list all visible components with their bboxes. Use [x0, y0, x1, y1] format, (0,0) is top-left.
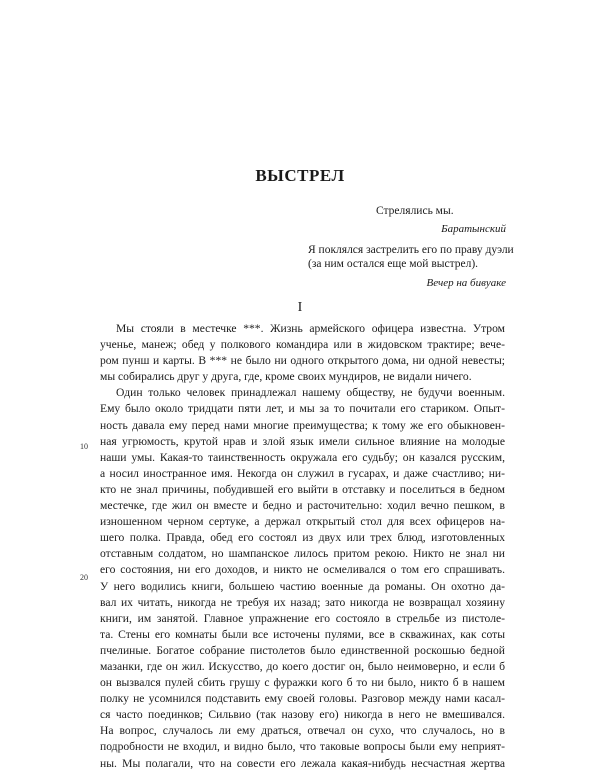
text-line: кто не знал причины, побудившей его выйти в отставку и поселиться в бедном: [100, 482, 505, 496]
text-line: На вопрос, случалось ли ему драться, отвечал он сухо, что случалось, но в: [100, 724, 505, 738]
text-line: наши умы. Какая-то таинственность окружала его судьбу; он казался русским,: [100, 450, 505, 464]
text-line: а носил иностранное имя. Некогда он служил в гусарах, и даже счастливо; ни-: [100, 466, 505, 480]
text-line: вал их читать, никогда не требуя их назад; зато никогда не возвращал хозяину: [100, 595, 505, 609]
text-line: ся часто поединков; Сильвио (так назову его) никогда в него не вмешивался.: [100, 708, 505, 722]
text-line: он вызвался пулей сбить грушу с фуражки кого б то ни было, никто б в нашем: [100, 676, 505, 690]
epigraph-2: [308, 243, 514, 271]
epigraph-1-line: Стрелялись мы.: [376, 205, 454, 217]
text-line: подробности не входил, и видно было, что таковые вопросы были ему неприят-: [100, 740, 505, 754]
text-line: ная угрюмость, крутой нрав и злой язык имели сильное влияние на молодые: [100, 434, 505, 448]
epigraph-2-line: (за ним остался еще мой выстрел).: [308, 258, 479, 270]
text-line: ученье, манеж; обед у полкового командира или в жидовском трактире; вече-: [100, 338, 505, 352]
text-line: мазанки, где он жил. Искусство, до коего достиг он, было неимоверно, и если б: [100, 659, 505, 673]
text-line: ны. Мы полагали, что на совести его лежала какая-нибудь несчастная жертва: [100, 756, 505, 770]
text-line: мы собирались друг у друга, где, кроме своих мундиров, не видали ничего.: [100, 370, 472, 384]
text-line: отставным солдатом, но шампанское лилось притом рекою. Никто не знал ни: [100, 547, 505, 561]
line-number: 20: [80, 573, 88, 582]
text-line: ность давала ему перед нами многие преимущества; к тому же его обыкновен-: [100, 418, 505, 432]
epigraph-2-author: Вечер на бивуаке: [426, 277, 506, 289]
text-line: местечке, где жил он вместе и бедно и расточительно: ходил вечно пешком, в: [100, 499, 505, 513]
text-line: шего полка. Правда, обед его состоял из двух или трех блюд, изготовленных: [100, 531, 505, 545]
chapter-number: I: [297, 300, 303, 315]
text-line: У него водились книги, большею частию военные да романы. Он охотно да-: [100, 579, 505, 593]
epigraph-1: [376, 204, 454, 218]
text-line: Мы стояли в местечке ***. Жизнь армейского офицера известна. Утром: [116, 322, 505, 335]
body-text: [100, 321, 505, 772]
text-line: Один только человек принадлежал нашему обществу, не будучи военным.: [116, 386, 505, 400]
text-line: книги, им занятой. Главное упражнение его состояло в стрельбе из пистоле-: [100, 611, 505, 625]
story-title: ВЫСТРЕЛ: [255, 166, 345, 185]
text-line: полку не усомнился подставить ему своей головы. Разговор между нами касал-: [100, 692, 505, 706]
text-line: пчелиные. Богатое собрание пистолетов было единственной роскошью бедной: [100, 643, 505, 657]
epigraph-2-line: Я поклялся застрелить его по праву дуэли: [308, 244, 514, 256]
text-line: та. Стены его комнаты были все источены пулями, все в скважинах, как соты: [100, 627, 505, 641]
text-line: Ему было около тридцати пяти лет, и мы за то почитали его стариком. Опыт-: [100, 402, 505, 416]
epigraph-1-author: Баратынский: [441, 223, 506, 235]
text-line: его состояния, ни его доходов, и никто не осмеливался о том его спрашивать.: [100, 563, 505, 577]
text-line: изношенном черном сертуке, а держал открытый стол для всех офицеров на-: [100, 515, 505, 529]
text-line: ром пунш и карты. В *** не было ни одного открытого дома, ни одной невесты;: [100, 354, 505, 368]
line-number: 10: [80, 442, 88, 451]
